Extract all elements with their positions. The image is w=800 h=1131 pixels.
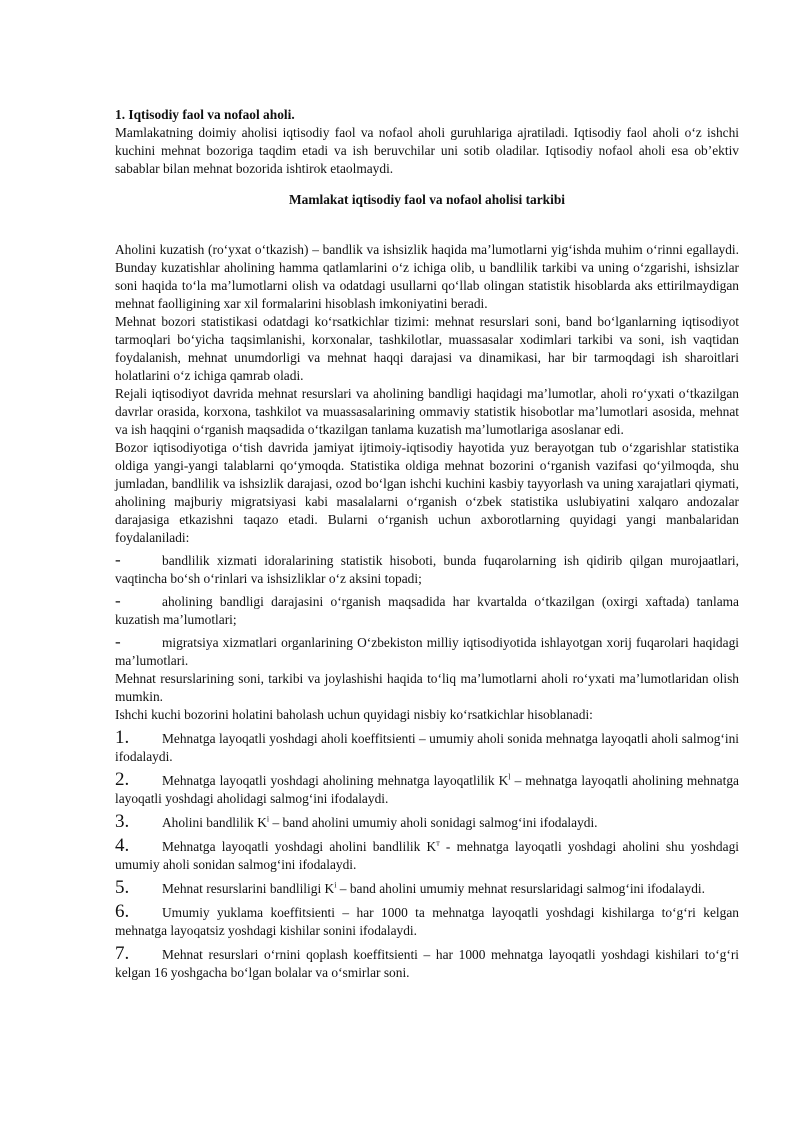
- center-title: Mamlakat iqtisodiy faol va nofaol aholisi tarkibi: [288, 192, 566, 207]
- numbered-item: [115, 729, 739, 766]
- item-text-rest: - mehnatga layoqatli yoshdagi aholini shu yoshdagi umumiy aholi sonidan salmog‘ini ifodalaydi.: [115, 839, 739, 872]
- dash-item-text: bandlilik xizmati idoralarining statistik hisoboti, bunda fuqarolarning ish qidirib qilgan murojaatlari, vaqtincha bo‘sh o‘rinlari va ishsizliklar o‘z aksini topadi;: [115, 553, 739, 586]
- numbered-item: [115, 813, 739, 832]
- section-heading: 1. Iqtisodiy faol va nofaol aholi.: [115, 107, 295, 122]
- dash-marker: -: [115, 550, 121, 569]
- item-text: Umumiy yuklama koeffitsienti – har 1000 ta mehnatga layoqatli yoshdagi kishilarga to‘g‘ri kelgan mehnatga layoqatsiz yoshdagi kishilar sonini ifodalaydi.: [115, 905, 739, 938]
- paragraph: Mehnat bozori statistikasi odatdagi ko‘rsatkichlar tizimi: mehnat resurslari soni, band bo‘lganlarning iqtisodiyot tarmoqlari bo‘yicha taqsimlanishi, korxonalar, tashkilotlar, muassasalar xodimlari tarkibi va soni, ish vaqtidan foydalanish, mehnat unumdorligi va mehnat haqqi darajasi va dinamikasi, har bir tarmoqdagi ish sharoitlari holatlarini o‘z ichiga qamrab oladi.: [115, 314, 739, 383]
- item-text: Mehnat resurslari o‘rnini qoplash koeffitsienti – har 1000 mehnatga layoqatli yoshdagi kishilari to‘g‘ri kelgan 16 yoshgacha bo‘lgan bolalar va o‘smirlar soni.: [115, 947, 739, 980]
- document-page: [115, 106, 739, 982]
- dash-item-text: migratsiya xizmatlari organlarining O‘zbekiston milliy iqtisodiyotida ishlayotgan xorij fuqarolari haqidagi ma’lumotlari.: [115, 635, 739, 668]
- numbered-item: [115, 903, 739, 940]
- item-number: 4.: [115, 835, 130, 856]
- numbered-item: [115, 837, 739, 874]
- paragraph: Ishchi kuchi bozorini holatini baholash uchun quyidagi nisbiy ko‘rsatkichlar hisoblanadi:: [115, 707, 593, 722]
- dash-item-text: aholining bandligi darajasini o‘rganish maqsadida har kvartalda o‘tkazilgan (oxirgi xaftada) tanlama kuzatish ma’lumotlari;: [115, 594, 739, 627]
- dash-list-item: [115, 633, 739, 670]
- item-text: Mehnatga layoqatli yoshdagi aholining mehnatga layoqatlilik K: [162, 773, 509, 788]
- item-text-rest: – band aholini umumiy mehnat resurslaridagi salmog‘ini ifodalaydi.: [336, 881, 705, 896]
- item-superscript: т: [436, 838, 440, 848]
- item-number: 7.: [115, 943, 130, 964]
- item-number: 2.: [115, 769, 130, 790]
- intro-paragraph: Mamlakatning doimiy aholisi iqtisodiy faol va nofaol aholi guruhlariga ajratiladi. Iqtisodiy faol aholi o‘z ishchi kuchini mehnat bozoriga taqdim etadi va ish beruvchilar uni sotib oladilar. Iqtisodiy nofaol aholi esa ob’ektiv sabablar bilan mehnat bozorida ishtirok etaolmaydi.: [115, 125, 739, 176]
- item-text: Mehnatga layoqatli yoshdagi aholini bandlilik K: [162, 839, 437, 854]
- item-text: Aholini bandlilik K: [162, 815, 267, 830]
- dash-list-item: [115, 551, 739, 588]
- paragraph: Rejali iqtisodiyot davrida mehnat resurslari va aholining bandligi haqidagi ma’lumotlar, aholi ro‘yxati o‘tkazilgan davrlar orasida, korxona, tashkilot va muassasalarining ommaviy statistik hisobotlar ma’lumotlari asosida, mehnat va ish haqqini o‘rganish maqsadida o‘tkazilgan tanlama kuzatish ma’lumotlariga asoslanar edi.: [115, 386, 739, 437]
- paragraph: Mehnat resurslarining soni, tarkibi va joylashishi haqida to‘liq ma’lumotlarni aholi ro‘yxati ma’lumotlaridan olish mumkin.: [115, 671, 739, 704]
- dash-marker: -: [115, 632, 121, 651]
- item-number: 3.: [115, 811, 130, 832]
- item-number: 6.: [115, 901, 130, 922]
- numbered-item: [115, 945, 739, 982]
- paragraph: Bozor iqtisodiyotiga o‘tish davrida jamiyat ijtimoiy-iqtisodiy hayotida yuz berayotgan tub o‘zgarishlar statistika oldiga yangi-yangi talablarni qo‘ymoqda. Statistika oldiga mehnat bozorini o‘rganish vazifasi qo‘yilmoqda, shu jumladan, bandlilik va ishsizlik darajasi, ozod bo‘lgan ishchi kuchini kasbiy tayyorlash va uning xarajatlari qiymati, aholining majburiy migratsiyasi kabi masalalarni o‘rganish o‘zbek statistika uslubiyatini xalqaro andozalar darajasiga etkazishni taqazo etadi. Bularni o‘rganish uchun axborotlarning quyidagi yangi manbalaridan foydalaniladi:: [115, 440, 739, 545]
- numbered-item: [115, 771, 739, 808]
- paragraph: Aholini kuzatish (ro‘yxat o‘tkazish) – bandlik va ishsizlik haqida ma’lumotlarni yig‘ishda muhim o‘rinni egallaydi. Bunday kuzatishlar aholining hamma qatlamlarini o‘z ichiga olib, u bandlilik tarkibi va uning o‘zgarishi, ishsizlar soni haqida to‘la ma’lumotlarni olish va odatdagi usullarni qo‘llab olingan statistik hisoblarda aks ettirilmaydigan mehnat faolligining xar xil formalarini hisoblash imkoniyatini beradi.: [115, 242, 739, 311]
- item-text-rest: – mehnatga layoqatli aholining mehnatga layoqatli yoshdagi aholidagi salmog‘ini ifodalaydi.: [115, 773, 739, 806]
- item-superscript: l: [508, 772, 511, 782]
- item-text: Mehnat resurslarini bandliligi K: [162, 881, 335, 896]
- item-superscript: i: [334, 880, 337, 890]
- item-number: 5.: [115, 877, 130, 898]
- item-text-rest: – band aholini umumiy aholi sonidagi salmog‘ini ifodalaydi.: [269, 815, 598, 830]
- item-text: Mehnatga layoqatli yoshdagi aholi koeffitsienti – umumiy aholi sonida mehnatga layoqatli aholi salmog‘ini ifodalaydi.: [115, 731, 739, 764]
- item-superscript: i: [266, 814, 270, 824]
- dash-list-item: [115, 592, 739, 629]
- numbered-item: [115, 879, 739, 898]
- item-number: 1.: [115, 727, 130, 748]
- dash-marker: -: [115, 591, 121, 610]
